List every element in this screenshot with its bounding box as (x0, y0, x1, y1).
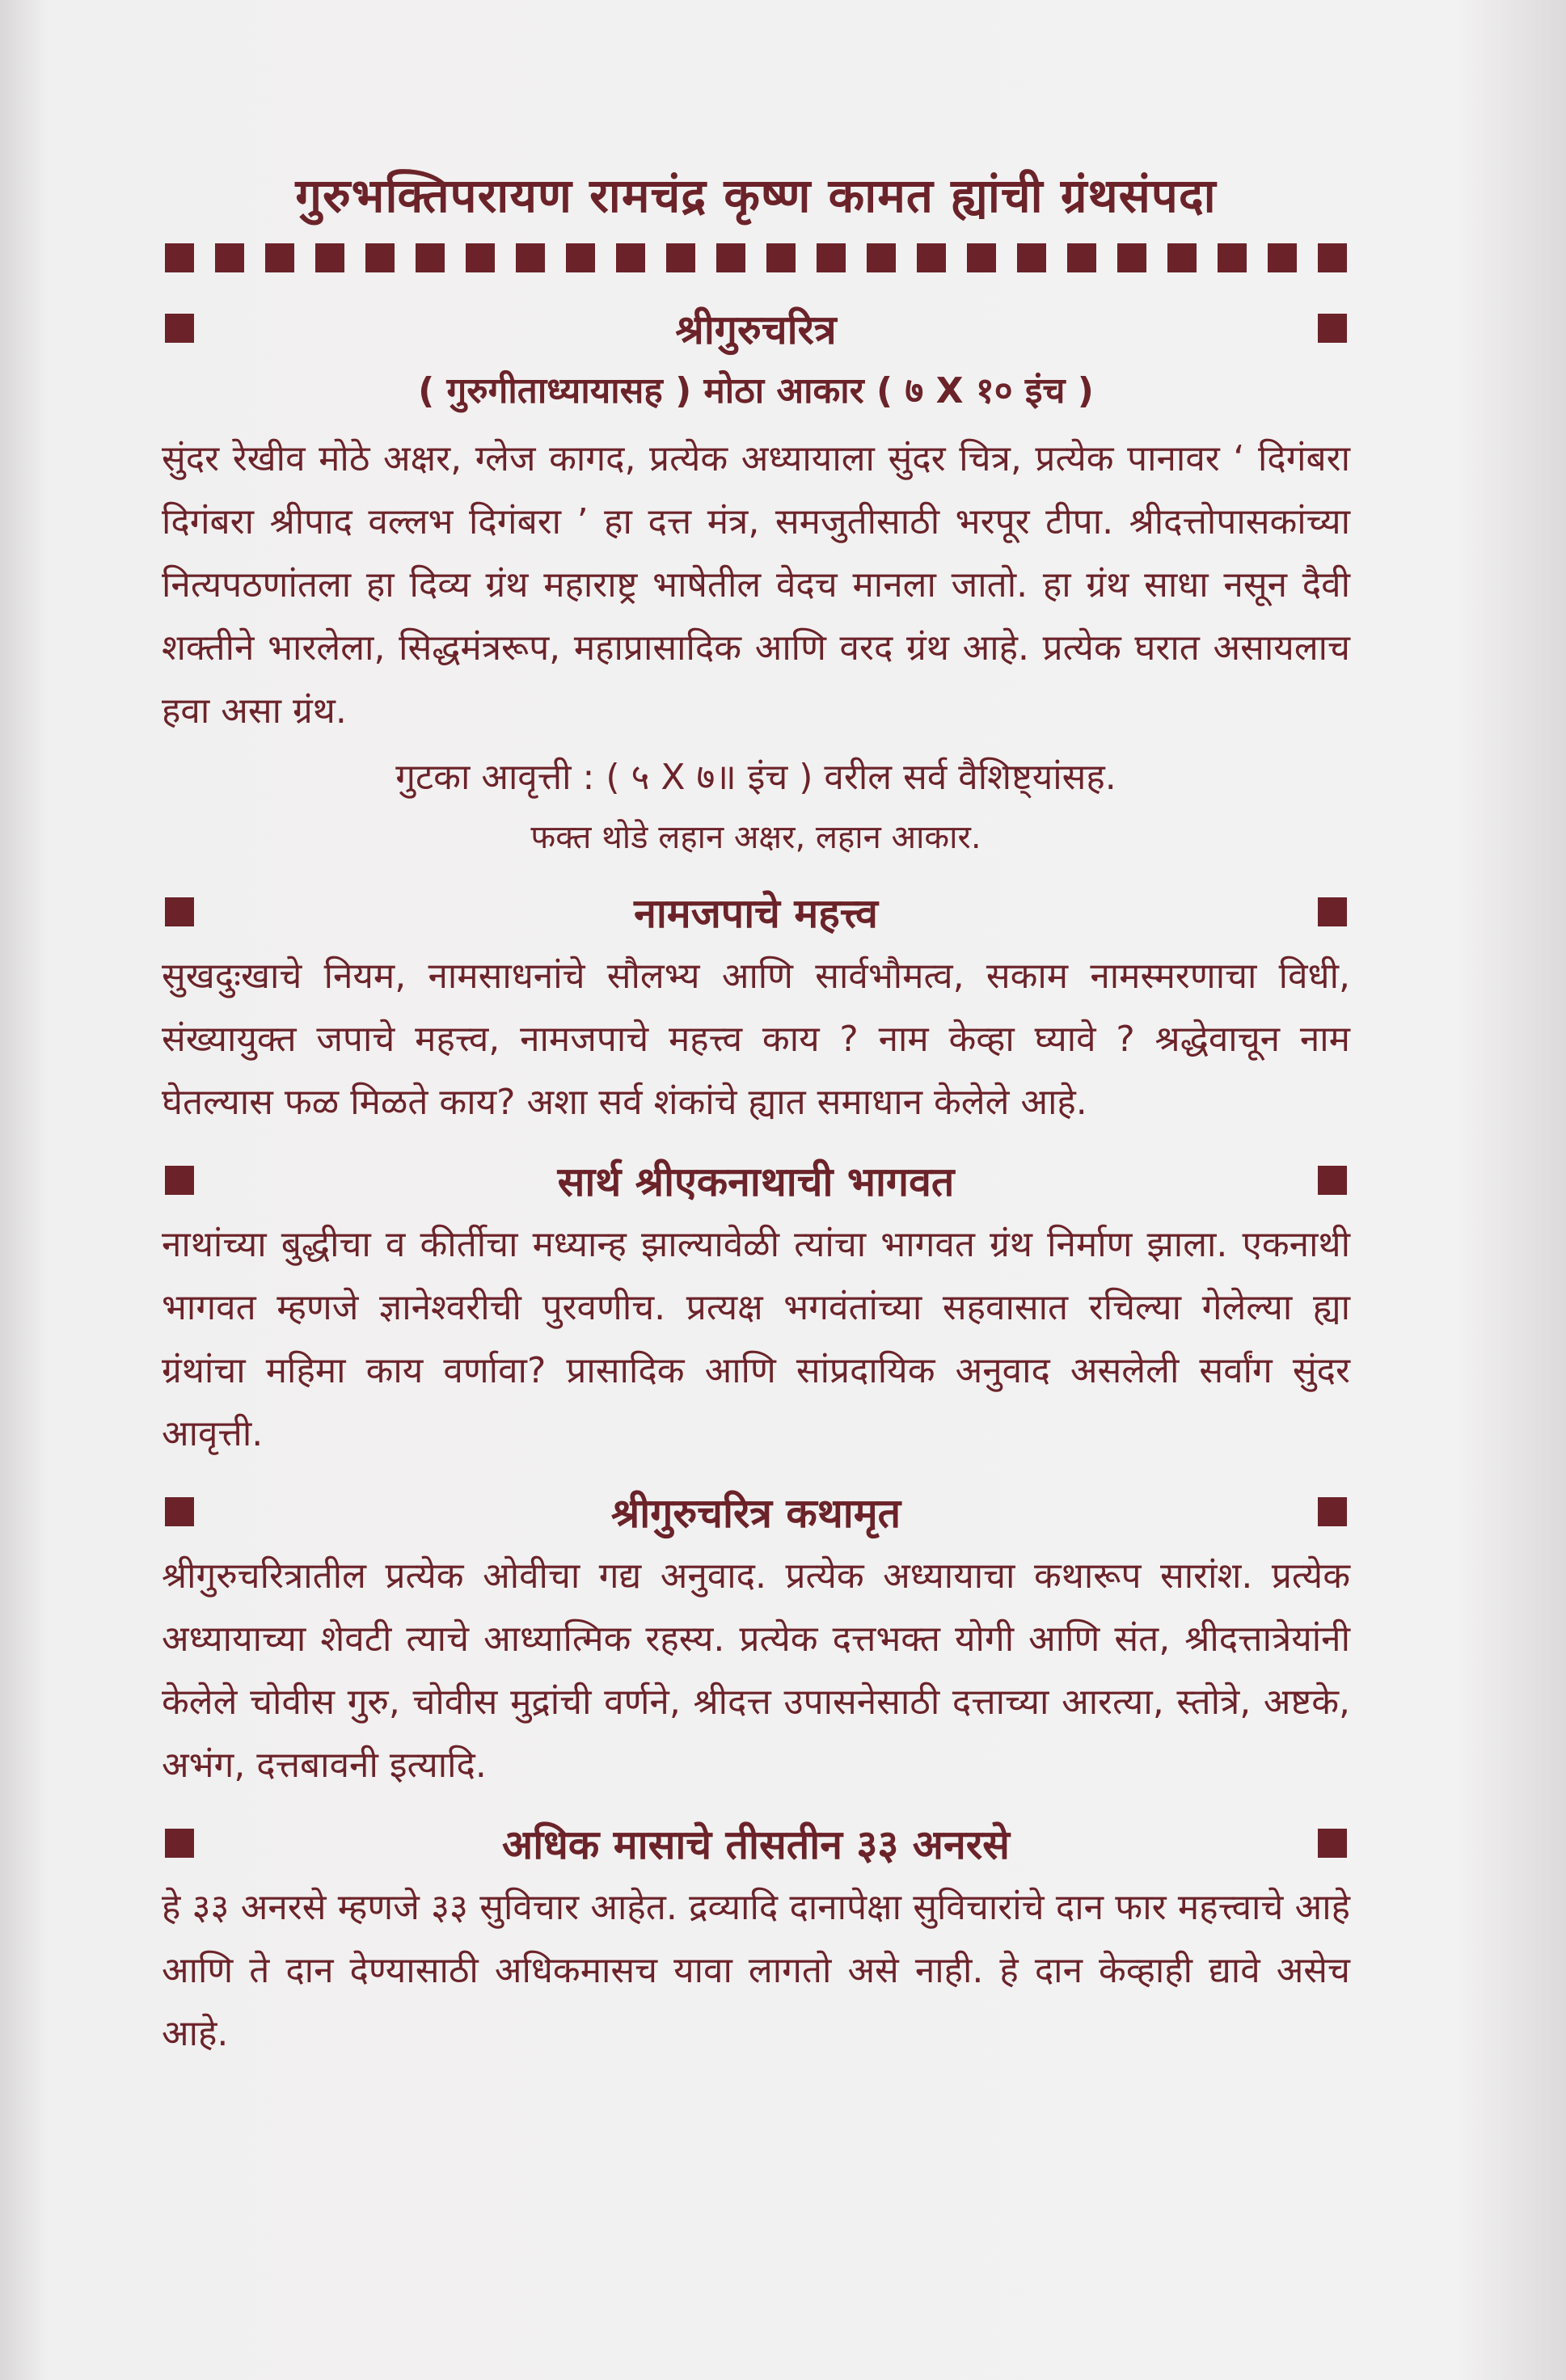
section-extra-line: फक्त थोडे लहान अक्षर, लहान आकार. (530, 819, 981, 856)
section-heading: अधिक मासाचे तीसतीन ३३ अनरसे (502, 1821, 1010, 1868)
floral-cross-icon (212, 240, 247, 276)
floral-cross-icon (1315, 1163, 1350, 1198)
floral-cross-icon (663, 240, 699, 276)
section-heading: श्रीगुरुचरित्र कथामृत (610, 1490, 901, 1537)
floral-cross-icon (1114, 240, 1150, 276)
section-heading: सार्थ श्रीएकनाथाची भागवत (557, 1158, 955, 1205)
floral-cross-icon (162, 1163, 197, 1198)
section-heading-row (162, 1152, 1350, 1209)
floral-cross-icon (162, 240, 197, 276)
floral-cross-icon (1315, 894, 1350, 930)
floral-cross-icon (763, 240, 799, 276)
section-heading-row (162, 1483, 1350, 1540)
floral-cross-icon (713, 240, 749, 276)
section-body: सुखदुःखाचे नियम, नामसाधनांचे सौलभ्य आणि सार्वभौमत्व, सकाम नामस्मरणाचा विधी, संख्यायुक्त जपाचे महत्त्व, नामजपाचे महत्त्व काय ? नाम केव्हा घ्यावे ? श्रद्धेवाचून नाम घेतल्यास फळ मिळते काय? अशा सर्व शंकांचे ह्यात समाधान केलेले आहे. (162, 956, 1350, 1123)
floral-cross-icon (1315, 1825, 1350, 1861)
section-heading: नामजपाचे महत्त्व (634, 890, 878, 937)
floral-cross-icon (1315, 310, 1350, 346)
page-title: गुरुभक्तिपरायण रामचंद्र कृष्ण कामत ह्यांची ग्रंथसंपदा (295, 168, 1217, 223)
floral-cross-icon (362, 240, 398, 276)
floral-cross-icon (1264, 240, 1300, 276)
floral-cross-icon (162, 310, 197, 346)
floral-cross-icon (1214, 240, 1250, 276)
catalog-sheet (162, 162, 1350, 2066)
section-subline: ( गुरुगीताध्यायासह ) मोठा आकार ( ७ X १० इंच ) (418, 370, 1094, 411)
section-body: हे ३३ अनरसे म्हणजे ३३ सुविचार आहेत. द्रव्यादि दानापेक्षा सुविचारांचे दान फार महत्त्वाचे आहे आणि ते दान देण्यासाठी अधिकमासच यावा लागतो असे नाही. हे दान केव्हाही द्यावे असेच आहे. (162, 1887, 1350, 2054)
floral-cross-icon (964, 240, 999, 276)
floral-cross-icon (1164, 240, 1200, 276)
floral-cross-icon (162, 1494, 197, 1530)
section-body: सुंदर रेखीव मोठे अक्षर, ग्लेज कागद, प्रत्येक अध्यायाला सुंदर चित्र, प्रत्येक पानावर ‘ दिगंबरा दिगंबरा श्रीपाद वल्लभ दिगंबरा ’ हा दत्त मंत्र, समजुतीसाठी भरपूर टीपा. श्रीदत्तोपासकांच्या नित्यपठणांतला हा दिव्य ग्रंथ महाराष्ट्र भाषेतील वेदच मानला जातो. हा ग्रंथ साधा नसून दैवी शक्तीने भारलेला, सिद्धमंत्ररूप, महाप्रासादिक आणि वरद ग्रंथ आहे. प्रत्येक घरात असायलाच हवा असा ग्रंथ. (162, 438, 1350, 732)
floral-cross-icon (1315, 240, 1350, 276)
section-body: श्रीगुरुचरित्रातील प्रत्येक ओवीचा गद्य अनुवाद. प्रत्येक अध्यायाचा कथारूप सारांश. प्रत्येक अध्यायाच्या शेवटी त्याचे आध्यात्मिक रहस्य. प्रत्येक दत्तभक्त योगी आणि संत, श्रीदत्तात्रेयांनी केलेले चोवीस गुरु, चोवीस मुद्रांची वर्णने, श्रीदत्त उपासनेसाठी दत्ताच्या आरत्या, स्तोत्रे, अष्टके, अभंग, दत्तबावनी इत्यादि. (162, 1555, 1350, 1786)
section-body: नाथांच्या बुद्धीचा व कीर्तीचा मध्यान्ह झाल्यावेळी त्यांचा भागवत ग्रंथ निर्माण झाला. एकनाथी भागवत म्हणजे ज्ञानेश्वरीची पुरवणीच. प्रत्यक्ष भगवंतांच्या सहवासात रचिल्या गेलेल्या ह्या ग्रंथांचा महिमा काय वर्णावा? प्रासादिक आणि सांप्रदायिक अनुवाद असलेली सर्वांग सुंदर आवृत्ती. (162, 1224, 1350, 1454)
floral-cross-icon (162, 894, 197, 930)
section-extra-line: गुटका आवृत्ती : ( ५ X ७॥ इंच ) वरील सर्व वैशिष्ट्यांसह. (395, 757, 1116, 798)
ornament-divider (162, 240, 1350, 282)
section-heading-row (162, 1815, 1350, 1872)
floral-cross-icon (563, 240, 598, 276)
floral-cross-icon (1064, 240, 1100, 276)
section-heading-row (162, 300, 1350, 357)
floral-cross-icon (412, 240, 448, 276)
floral-cross-icon (813, 240, 849, 276)
floral-cross-icon (162, 1825, 197, 1861)
floral-cross-icon (613, 240, 648, 276)
floral-cross-icon (1014, 240, 1049, 276)
floral-cross-icon (312, 240, 348, 276)
section-heading: श्रीगुरुचरित्र (675, 306, 837, 353)
floral-cross-icon (863, 240, 899, 276)
floral-cross-icon (1315, 1494, 1350, 1530)
floral-cross-icon (914, 240, 949, 276)
floral-cross-icon (262, 240, 298, 276)
floral-cross-icon (462, 240, 498, 276)
floral-cross-icon (513, 240, 548, 276)
section-heading-row (162, 884, 1350, 940)
